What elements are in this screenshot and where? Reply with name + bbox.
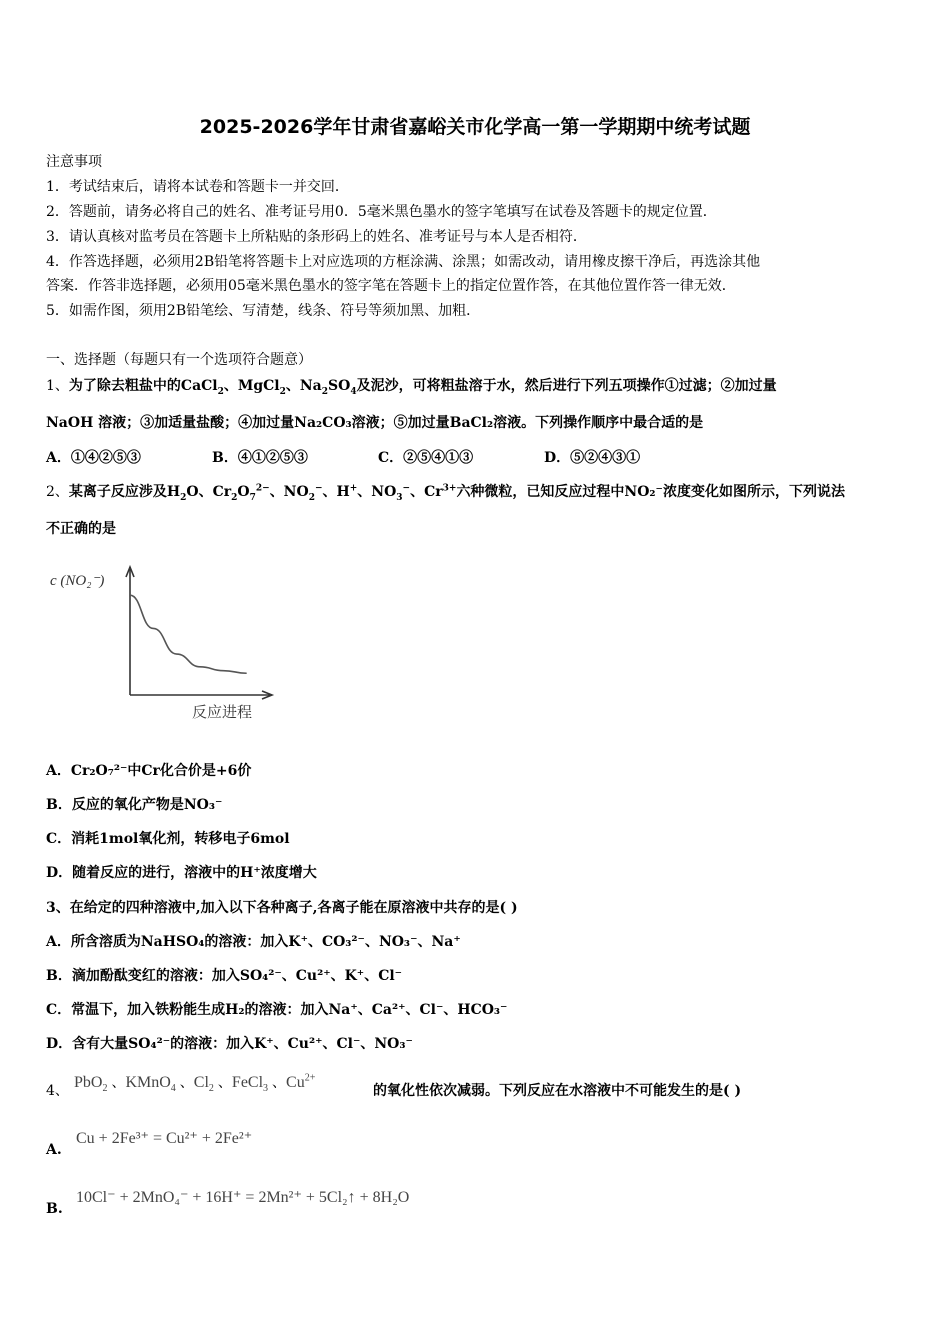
q1-line2: NaOH 溶液；③加适量盐酸；④加过量Na₂CO₃溶液；⑤加过量BaCl₂溶液。下列操作顺序中最合适的是	[46, 415, 704, 431]
q2-option-b[interactable]: B．反应的氧化产物是NO₃⁻	[46, 797, 223, 813]
q1-options	[46, 449, 710, 467]
q1-option-a[interactable]: A．①④②⑤③	[46, 450, 141, 466]
note-item: 1．考试结束后，请将本试卷和答题卡一并交回．	[46, 179, 349, 195]
q3-option-c[interactable]: C．常温下，加入铁粉能生成H₂的溶液：加入Na⁺、Ca²⁺、Cl⁻、HCO₃⁻	[46, 1002, 508, 1018]
q4-oxidizers: PbO$_2$ 、KMnO$_4$ 、$Cl_2$ 、FeCl$_3$ 、$Cu^{2+}$	[74, 1072, 316, 1095]
q2-line2: 不正确的是	[46, 521, 116, 537]
concentration-curve	[130, 595, 247, 673]
q2-option-a[interactable]: A．Cr₂O₇²⁻中Cr化合价是+6价	[46, 763, 252, 779]
q4-num: 4、	[46, 1083, 69, 1099]
q4-option-b-equation: 10Cl⁻ + 2MnO₄⁻ + 16H⁺ = 2Mn²⁺ + 5Cl₂↑ + 8H₂O	[76, 1189, 410, 1206]
q2-option-d[interactable]: D．随着反应的进行，溶液中的H⁺浓度增大	[46, 865, 317, 881]
q3-stem: 3、在给定的四种溶液中,加入以下各种离子,各离子能在原溶液中共存的是( )	[46, 900, 518, 916]
q2-line1: 2、某离子反应涉及$H_2O$、$Cr_2O_7^{2-}$、$NO_2^-$、H+、$NO_3^-$、$Cr^{3+}$六种微粒，已知反应过程中NO₂⁻浓度变化如图所示，下列说法	[46, 483, 845, 503]
q3-option-b[interactable]: B．滴加酚酞变红的溶液：加入SO₄²⁻、Cu²⁺、K⁺、Cl⁻	[46, 968, 403, 984]
q1-line1: 1、为了除去粗盐中的CaCl$_2$、MgCl$_2$、$Na_2SO_4$及泥沙，可将粗盐溶于水，然后进行下列五项操作①过滤；②加过量	[46, 378, 777, 397]
chart-xlabel: 反应进程	[192, 705, 253, 721]
note-item: 2．答题前，请务必将自己的姓名、准考证号用0．5毫米黑色墨水的签字笔填写在试卷及答题卡的规定位置．	[46, 204, 717, 220]
note-item: 答案．作答非选择题，必须用05毫米黑色墨水的签字笔在答题卡上的指定位置作答，在其他位置作答一律无效．	[46, 278, 736, 294]
q4-option-a-equation: Cu + 2Fe³⁺ = Cu²⁺ + 2Fe²⁺	[76, 1130, 253, 1147]
page-title: 2025-2026学年甘肃省嘉峪关市化学高一第一学期期中统考试题	[199, 116, 751, 138]
note-item: 4．作答选择题，必须用2B铅笔将答题卡上对应选项的方框涂满、涂黑；如需改动，请用橡皮擦干净后，再选涂其他	[46, 254, 761, 270]
chart-ylabel: c (NO₂⁻)	[50, 573, 105, 589]
q2-option-c[interactable]: C．消耗1mol氧化剂，转移电子6mol	[46, 831, 290, 847]
note-item: 3．请认真核对监考员在答题卡上所粘贴的条形码上的姓名、准考证号与本人是否相符．	[46, 229, 587, 245]
q1-option-d[interactable]: D．⑤②④③①	[544, 450, 641, 466]
q4-stem: 的氧化性依次减弱。下列反应在水溶液中不可能发生的是( )	[373, 1083, 742, 1099]
q4-option-a-label[interactable]: A.	[46, 1142, 62, 1158]
q3-option-d[interactable]: D．含有大量SO₄²⁻的溶液：加入K⁺、Cu²⁺、Cl⁻、NO₃⁻	[46, 1036, 413, 1052]
section-heading: 一、选择题（每题只有一个选项符合题意）	[46, 352, 312, 368]
q4-option-b-label[interactable]: B.	[46, 1201, 63, 1217]
notes-heading: 注意事项	[46, 154, 102, 170]
q1-option-b[interactable]: B．④①②⑤③	[212, 450, 308, 466]
q1-option-c[interactable]: C．②⑤④①③	[378, 450, 474, 466]
note-item: 5．如需作图，须用2B铅笔绘、写清楚，线条、符号等须加黑、加粗．	[46, 303, 481, 319]
concentration-chart	[40, 555, 290, 730]
q3-option-a[interactable]: A．所含溶质为NaHSO₄的溶液：加入K⁺、CO₃²⁻、NO₃⁻、Na⁺	[46, 934, 461, 950]
